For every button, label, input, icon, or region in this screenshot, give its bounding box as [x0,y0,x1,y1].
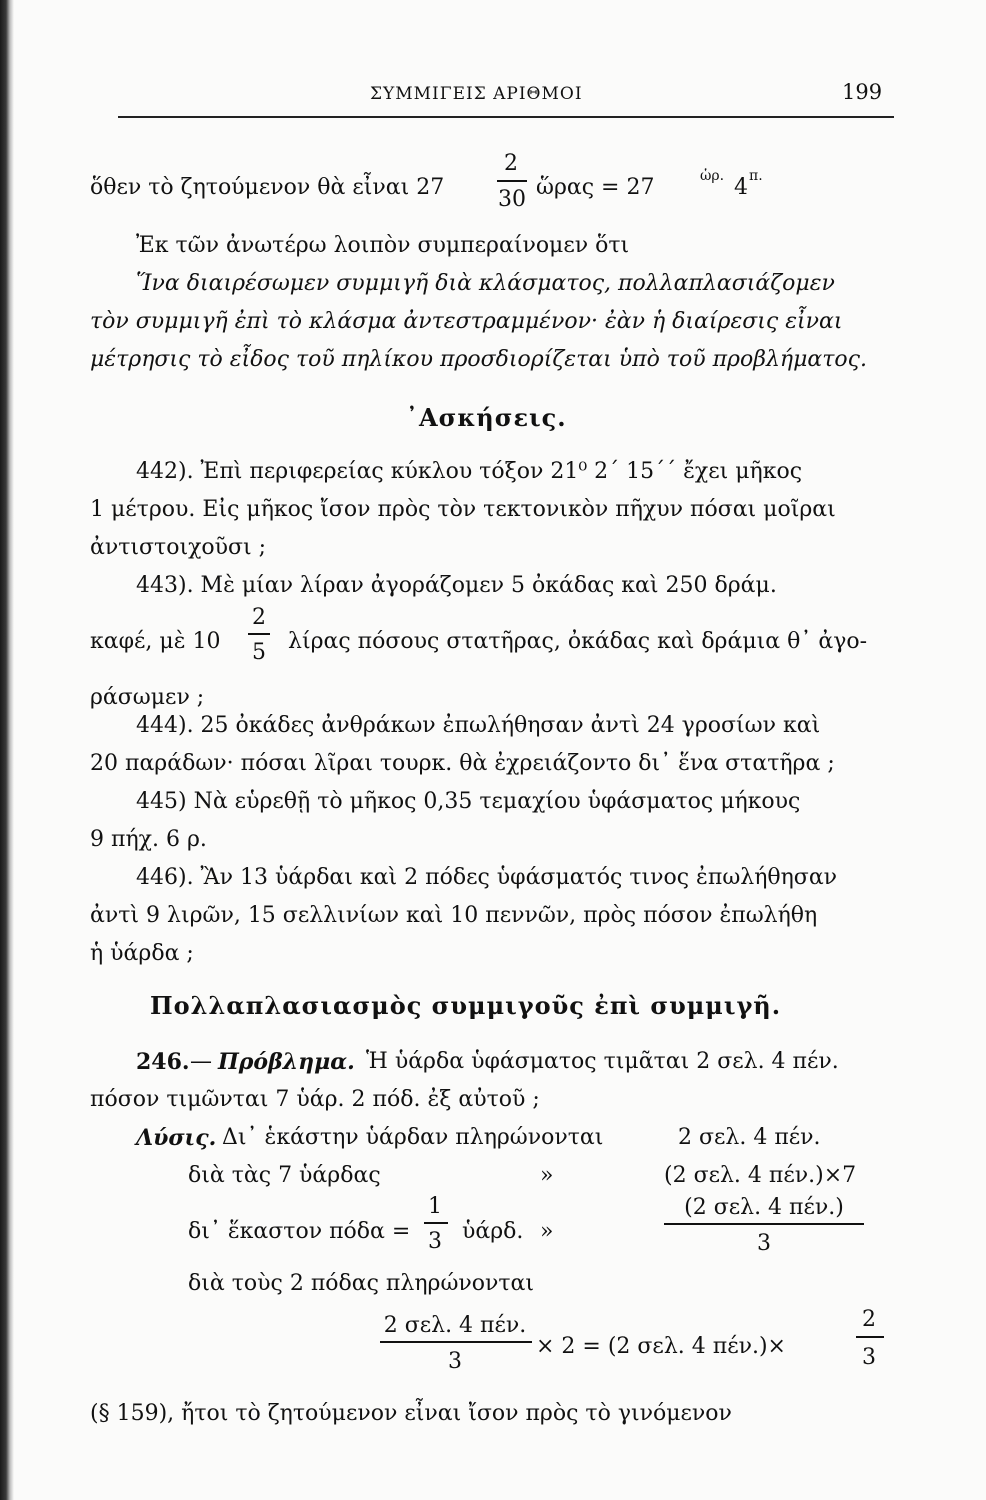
intro-fraction-denominator: 30 [498,187,526,212]
exercise-442-line-1: 442). Ἐπὶ περιφερείας κύκλου τόξον 21⁰ 2΄ 15΄΄ ἔχει μῆκος [136,459,803,484]
solution-row-3-right-numerator: (2 σελ. 4 πέν.) [684,1195,844,1220]
equation-middle: × 2 = (2 σελ. 4 πέν.)× [536,1334,786,1359]
intro-minutes-value: 4 [734,175,748,200]
exercise-443-line-2b: λίρας πόσους στατῆρας, ὀκάδας καὶ δράμια θ᾽ ἀγο- [288,629,868,654]
intro-minutes-superscript: π. [749,168,763,184]
problem-text-2: πόσον τιμῶνται 7 ὑάρ. 2 πόδ. ἐξ αὐτοῦ ; [90,1087,540,1112]
page-number: 199 [842,80,883,104]
solution-row-3-mark: » [540,1219,554,1244]
problem-number: 246. [136,1049,190,1075]
intro-line-1: ὅθεν τὸ ζητούμενον θὰ εἶναι 27 [90,175,445,200]
solution-row-2-left: διὰ τὰς 7 ὑάρδας [188,1163,381,1188]
rule-text-1: Ἵνα διαιρέσωμεν συμμιγῆ διὰ κλάσματος, πολλαπλασιάζομεν [136,271,835,296]
exercise-443-line-2a: καφέ, μὲ 10 [90,629,221,654]
solution-row-2-mark: » [540,1163,554,1188]
section-heading: Πολλαπλασιασμὸς συμμιγοῦς ἐπὶ συμμιγῆ. [150,991,782,1020]
solution-row-3-fraction-numerator: 1 [428,1194,442,1219]
solution-row-1-left: Δι᾽ ἑκάστην ὑάρδαν πληρώνονται [222,1125,604,1150]
solution-row-3-left-b: ὑάρδ. [462,1219,524,1244]
exercise-444-line-2: 20 παράδων· πόσαι λῖραι τουρκ. θὰ ἐχρειάζοντο δι᾽ ἕνα στατῆρα ; [90,751,835,776]
solution-row-2-right: (2 σελ. 4 πέν.)×7 [664,1163,857,1188]
running-header: ΣΥΜΜΙΓΕΙΣ ΑΡΙΘΜΟΙ [370,84,583,104]
intro-hours-superscript: ὡρ. [700,168,725,184]
intro-fraction-bar [497,180,527,182]
problem-dash: — [190,1049,212,1074]
solution-row-4-left: διὰ τοὺς 2 πόδας πληρώνονται [188,1271,535,1296]
exercise-442-line-2: 1 μέτρου. Εἰς μῆκος ἴσον πρὸς τὸν τεκτονικὸν πῆχυν πόσαι μοῖραι [90,497,836,522]
problem-text-1: Ἡ ὑάρδα ὑφάσματος τιμᾶται 2 σελ. 4 πέν. [366,1049,839,1074]
equation-fraction-bar [380,1341,532,1343]
exercise-445-line-1: 445) Νὰ εὑρεθῇ τὸ μῆκος 0,35 τεμαχίου ὑφάσματος μήκους [136,789,801,814]
equation-fraction-2-bar [856,1336,884,1338]
exercise-443-fraction-denominator: 5 [252,640,266,665]
exercises-heading: ᾿Ασκήσεις. [406,403,567,432]
page-gutter-shadow [0,0,14,1500]
rule-text-3: μέτρησις τὸ εἶδος τοῦ πηλίκου προσδιορίζεται ὑπὸ τοῦ προβλήματος. [90,347,867,372]
exercise-446-line-3: ἡ ὑάρδα ; [90,941,194,966]
solution-row-3-left-a: δι᾽ ἕκαστον πόδα = [188,1219,411,1244]
intro-fraction-numerator: 2 [504,151,518,176]
equation-fraction-2-numerator: 2 [862,1307,876,1332]
exercise-446-line-1: 446). Ἂν 13 ὑάρδαι καὶ 2 πόδες ὑφάσματός τινος ἐπωλήθησαν [136,865,838,890]
exercise-446-line-2: ἀντὶ 9 λιρῶν, 15 σελλινίων καὶ 10 πεννῶν, πρὸς πόσον ἐπωλήθη [90,903,818,928]
solution-row-1-right: 2 σελ. 4 πέν. [678,1125,821,1150]
exercise-443-line-1: 443). Μὲ μίαν λίραν ἀγοράζομεν 5 ὀκάδας καὶ 250 δράμ. [136,573,777,598]
intro-line-1-result: ὥρας = 27 [536,175,655,200]
solution-row-3-fraction-bar [424,1222,448,1224]
equation-numerator: 2 σελ. 4 πέν. [383,1313,527,1338]
exercise-443-fraction-numerator: 2 [252,605,266,630]
equation-denominator: 3 [448,1349,462,1374]
footer-line: (§ 159), ἤτοι τὸ ζητούμενον εἶναι ἴσον πρὸς τὸ γινόμενον [90,1401,732,1426]
equation-fraction-2-denominator: 3 [862,1345,876,1370]
problem-label: Πρόβλημα. [218,1049,355,1075]
rule-text-2: τὸν συμμιγῆ ἐπὶ τὸ κλάσμα ἀντεστραμμένον· ἐὰν ἡ διαίρεσις εἶναι [90,309,843,334]
exercise-442-line-3: ἀντιστοιχοῦσι ; [90,535,267,560]
exercise-445-line-2: 9 πήχ. 6 ρ. [90,827,207,852]
solution-row-3-fraction-denominator: 3 [428,1229,442,1254]
solution-row-3-right-denominator: 3 [757,1231,771,1256]
exercise-444-line-1: 444). 25 ὀκάδες ἀνθράκων ἐπωλήθησαν ἀντὶ 24 γροσίων καὶ [136,713,821,738]
solution-label: Λύσις. [136,1125,217,1151]
exercise-443-fraction-bar [248,633,270,635]
intro-line-2: Ἐκ τῶν ἀνωτέρω λοιπὸν συμπεραίνομεν ὅτι [136,233,630,258]
header-rule [118,116,894,118]
solution-row-3-right-bar [664,1223,864,1225]
exercise-443-line-3: ράσωμεν ; [90,685,205,710]
